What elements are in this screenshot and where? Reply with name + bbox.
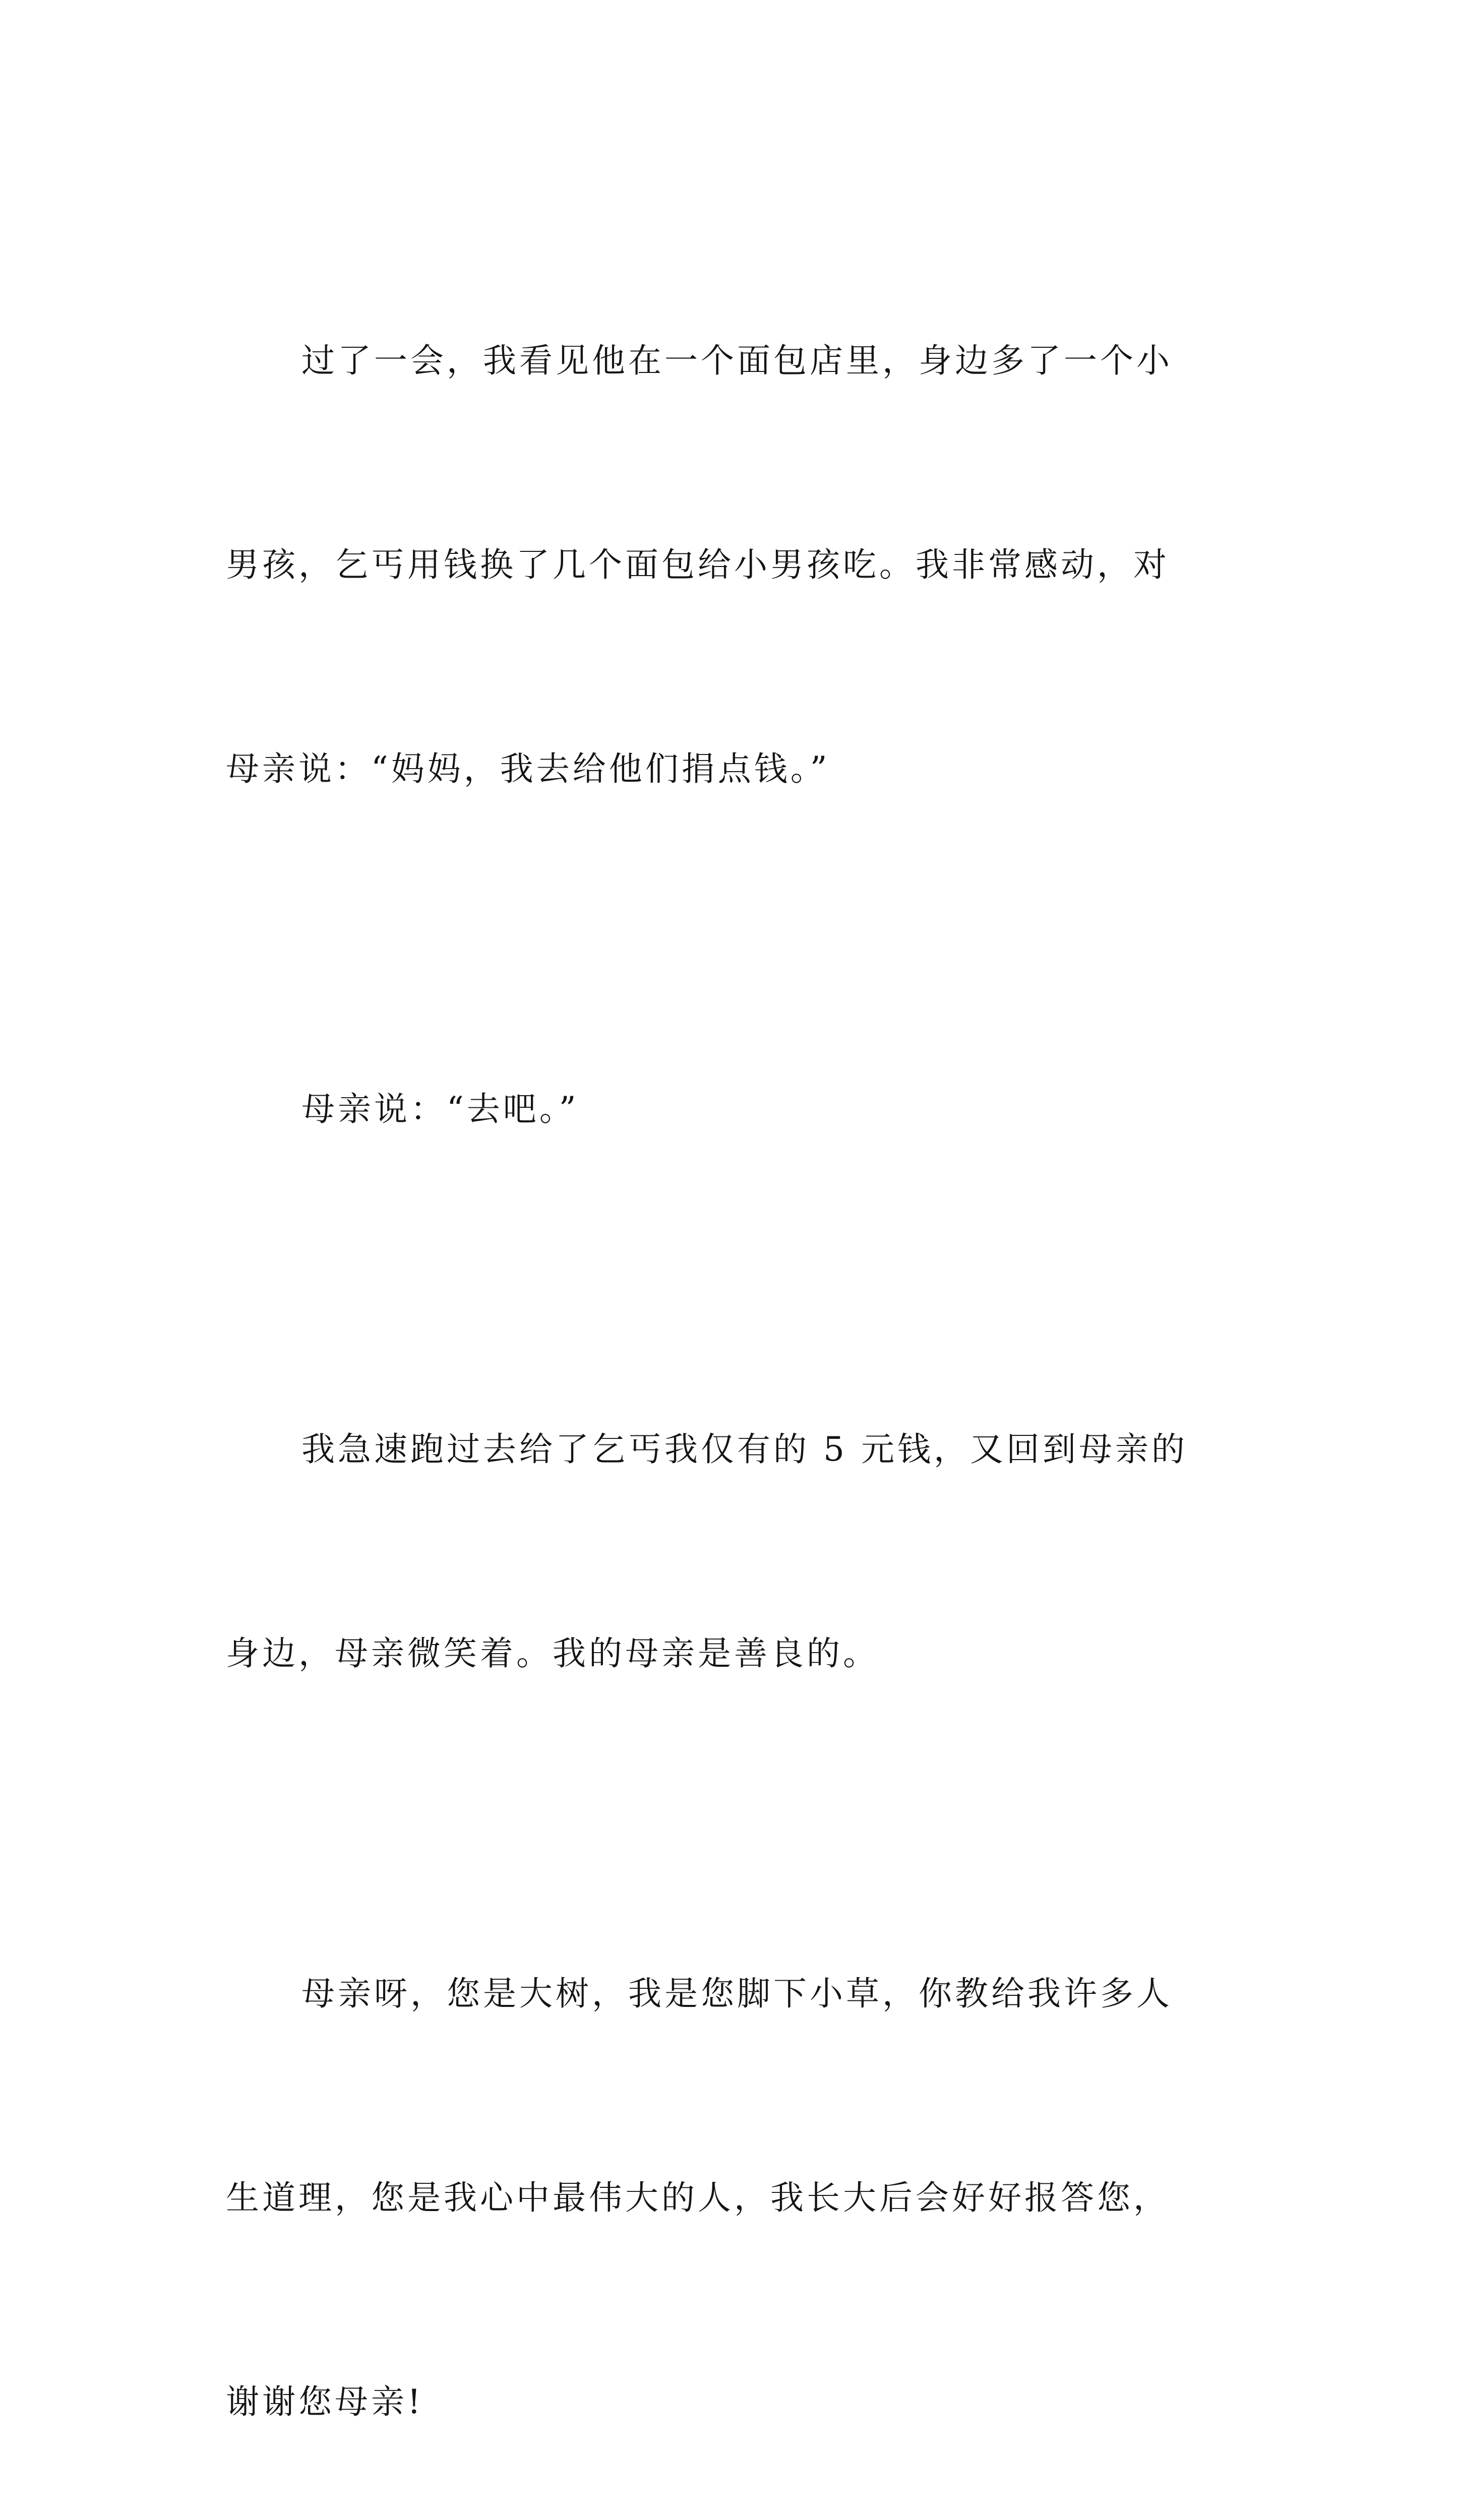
text-line: 母亲呀，您是大树，我是您脚下小草，你教给我许多人	[301, 1974, 1173, 2013]
text-line: 我急速跑过去给了乞丐我仅有的 5 元钱，又回到母亲的	[301, 1430, 1188, 1469]
text-body	[226, 191, 1239, 2520]
text-line: 母亲说：“妈妈，我去给他们捐点钱。”	[226, 749, 830, 788]
paragraph	[226, 1823, 1239, 2520]
text-line: 男孩，乞丐用钱换了几个面包给小男孩吃。我非常感动，对	[226, 545, 1170, 584]
text-line: 过了一会，我看见他在一个面包店里，身边多了一个小	[301, 341, 1173, 380]
paragraph	[226, 191, 1239, 939]
text-line: 谢谢您母亲!	[226, 2382, 424, 2421]
text-line: 生道理，您是我心中最伟大的人，我长大后会好好报答您，	[226, 2178, 1170, 2217]
text-line: 母亲说：“去吧。”	[301, 1090, 579, 1128]
paragraph	[226, 1279, 1239, 1823]
text-line: 身边，母亲微笑着。我的母亲是善良的。	[226, 1634, 879, 1673]
paragraph	[226, 939, 1239, 1279]
